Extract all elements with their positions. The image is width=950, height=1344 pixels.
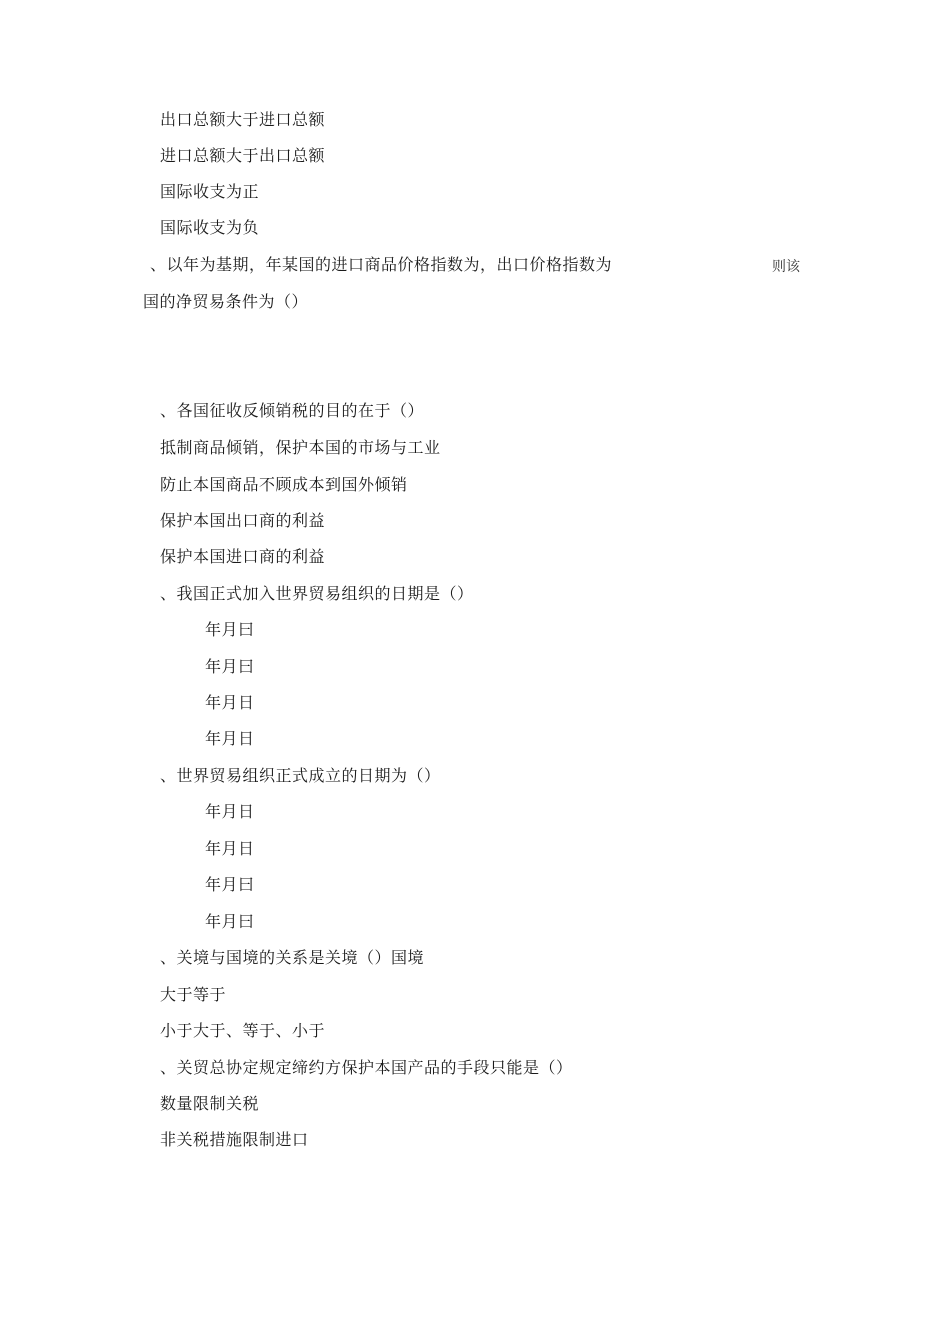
option-text: 保护本国进口商的利益 xyxy=(160,547,326,566)
option-text: 年月曰 xyxy=(205,620,255,639)
option-text: 进口总额大于出口总额 xyxy=(160,146,326,165)
option-text: 年月日 xyxy=(205,693,255,712)
option-text: 大于等于 xyxy=(160,985,227,1004)
question-text: 、关贸总协定规定缔约方保护本国产品的手段只能是（） xyxy=(160,1058,573,1077)
question-text: 、我国正式加入世界贸易组织的日期是（） xyxy=(160,584,474,603)
option-text: 非关税措施限制进口 xyxy=(160,1130,309,1149)
option-text: 年月日 xyxy=(205,839,255,858)
question-text: 、各国征收反倾销税的目的在于（） xyxy=(160,401,425,420)
option-text: 国际收支为正 xyxy=(160,182,260,201)
question-text: 、关境与国境的关系是关境（）国境 xyxy=(160,948,425,967)
option-text: 年月曰 xyxy=(205,657,255,676)
option-text: 抵制商品倾销，保护本国的市场与工业 xyxy=(160,438,441,457)
option-text: 年月日 xyxy=(205,729,255,748)
option-text: 年月日 xyxy=(205,802,255,821)
option-text: 防止本国商品不顾成本到国外倾销 xyxy=(160,475,408,494)
question-text-continued: 国的净贸易条件为（） xyxy=(143,292,309,311)
option-text: 数量限制关税 xyxy=(160,1094,260,1113)
option-text: 出口总额大于进口总额 xyxy=(160,110,326,129)
question-text: 、以年为基期，年某国的进口商品价格指数为，出口价格指数为 xyxy=(150,255,613,274)
cut-off-text-fragment: 则该 xyxy=(772,259,800,275)
option-text: 小于大于、等于、小于 xyxy=(160,1021,326,1040)
option-text: 年月曰 xyxy=(205,875,255,894)
option-text: 年月曰 xyxy=(205,912,255,931)
option-text: 保护本国出口商的利益 xyxy=(160,511,326,530)
option-text: 国际收支为负 xyxy=(160,218,260,237)
question-text: 、世界贸易组织正式成立的日期为（） xyxy=(160,766,441,785)
